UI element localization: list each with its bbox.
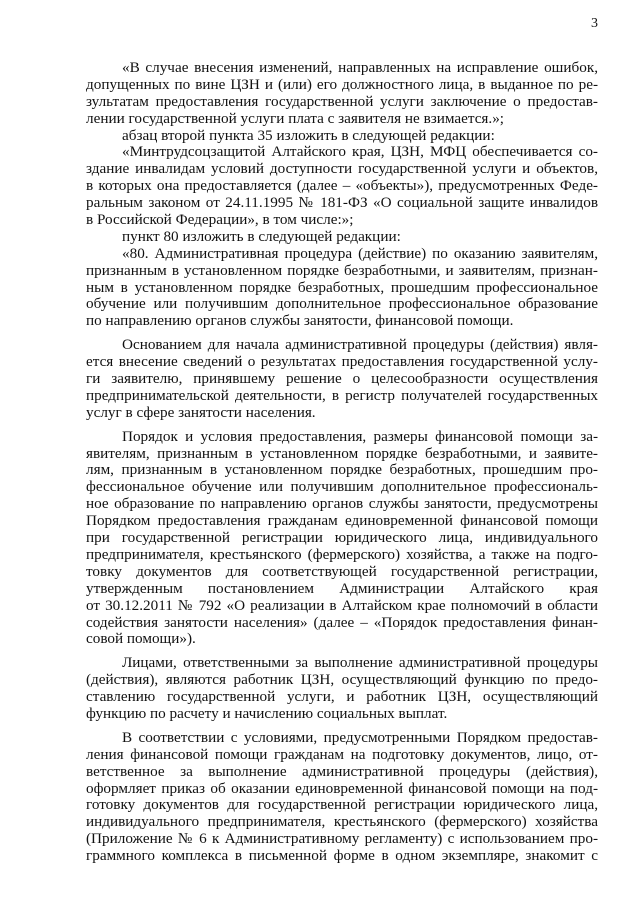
paragraph [86, 730, 598, 865]
text-line: В соответствии с условиями, предусмотренными Порядком предостав- [122, 728, 598, 746]
text-line: Основанием для начала административной процедуры (действия) явля- [122, 336, 598, 354]
text-line: ветственное за выполнение административной процедуры (действия), [86, 762, 598, 780]
text-line: ги заявителю, принявшему решение о целесообразности осуществления [86, 370, 598, 388]
paragraph [86, 246, 598, 330]
text-line: Порядком предоставления гражданам единовременной финансовой помощи [86, 512, 598, 530]
text-line: «80. Административная процедура (действие) по оказанию заявителям, [122, 244, 598, 262]
paragraph [86, 128, 598, 145]
text-line: функцию по расчету и начислению социальных выплат. [86, 704, 448, 722]
text-line: утвержденным постановлением Администрации Алтайского края [86, 579, 598, 597]
text-line: абзац второй пункта 35 изложить в следующей редакции: [122, 126, 495, 144]
document-body [86, 60, 598, 865]
paragraph [86, 337, 598, 421]
text-line: допущенных по вине ЦЗН и (или) его должностного лица, в выданное по ре- [86, 75, 598, 93]
text-line: совой помощи»). [86, 630, 196, 648]
page-number: 3 [591, 16, 598, 31]
text-line: явителям, признанным в установленном порядке безработными, и заявите- [86, 444, 598, 462]
text-line: ным в установленном порядке безработных, прошедшим профессиональное [86, 278, 598, 296]
text-line: в которых она предоставляется (далее – «объекты»), предусмотренных Феде- [86, 177, 598, 195]
text-line: ставлению государственной услуги, и работник ЦЗН, осуществляющий [86, 688, 598, 706]
text-line: ления финансовой помощи гражданам на подготовку документов, лицо, от- [86, 745, 598, 763]
text-line: ральным законом от 24.11.1995 № 181-ФЗ «О социальной защите инвалидов [86, 194, 598, 212]
text-line: услуг в сфере занятости населения. [86, 403, 316, 421]
text-line: готовку документов для государственной регистрации юридического лица, [86, 796, 598, 814]
text-line: индивидуального предпринимателя, крестьянского (фермерского) хозяйства [86, 813, 598, 831]
text-line: ное образование по направлению органов службы занятости, предусмотрены [86, 495, 598, 513]
paragraph [86, 655, 598, 723]
text-line: граммного комплекса в письменной форме в одном экземпляре, знакомит с [86, 847, 598, 865]
paragraph [86, 60, 598, 128]
text-line: признанным в установленном порядке безработными, и заявителям, признан- [86, 261, 598, 279]
text-line: (Приложение № 6 к Административному регламенту) с использованием про- [86, 830, 598, 848]
text-line: «Минтрудсоцзащитой Алтайского края, ЦЗН, МФЦ обеспечивается со- [122, 143, 598, 161]
paragraph [86, 144, 598, 228]
text-line: в Российской Федерации», в том числе:»; [86, 211, 354, 229]
text-line: оформляет приказ об оказании единовременной финансовой помощи на под- [86, 779, 598, 797]
text-line: от 30.12.2011 № 792 «О реализации в Алтайском крае полномочий в области [86, 596, 598, 614]
text-line: (действия), являются работник ЦЗН, осуществляющий функцию по предо- [86, 671, 598, 689]
text-line: предпринимательской деятельности, в регистр получателей государственных [86, 386, 598, 404]
text-line: лении государственной услуги плата с заявителя не взимается.»; [86, 109, 505, 127]
text-line: «В случае внесения изменений, направленных на исправление ошибок, [122, 59, 598, 76]
paragraph [86, 429, 598, 649]
text-line: лям, признанным в установленном порядке безработных, прошедшим про- [86, 461, 598, 479]
text-line: ется внесение сведений о результатах предоставления государственной услу- [86, 353, 598, 371]
text-line: здание инвалидам условий доступности государственной услуги и объектов, [86, 160, 598, 178]
text-line: Лицами, ответственными за выполнение административной процедуры [122, 654, 598, 672]
text-line: предпринимателя, крестьянского (фермерского) хозяйства, а также на подго- [86, 545, 598, 563]
text-line: содействия занятости населения» (далее – «Порядок предоставления финан- [86, 613, 598, 631]
paragraph [86, 229, 598, 246]
text-line: фессиональное обучение или получившим дополнительное профессиональ- [86, 478, 598, 496]
text-line: зультатам предоставления государственной услуги заключение о предостав- [86, 92, 598, 110]
text-line: Порядок и условия предоставления, размеры финансовой помощи за- [122, 427, 598, 445]
text-line: пункт 80 изложить в следующей редакции: [122, 227, 401, 245]
text-line: при государственной регистрации юридического лица, индивидуального [86, 529, 598, 547]
text-line: по направлению органов службы занятости, финансовой помощи. [86, 312, 514, 330]
text-line: товку документов для соответствующей государственной регистрации, [86, 562, 598, 580]
text-line: обучение или получившим дополнительное профессиональное образование [86, 295, 598, 313]
